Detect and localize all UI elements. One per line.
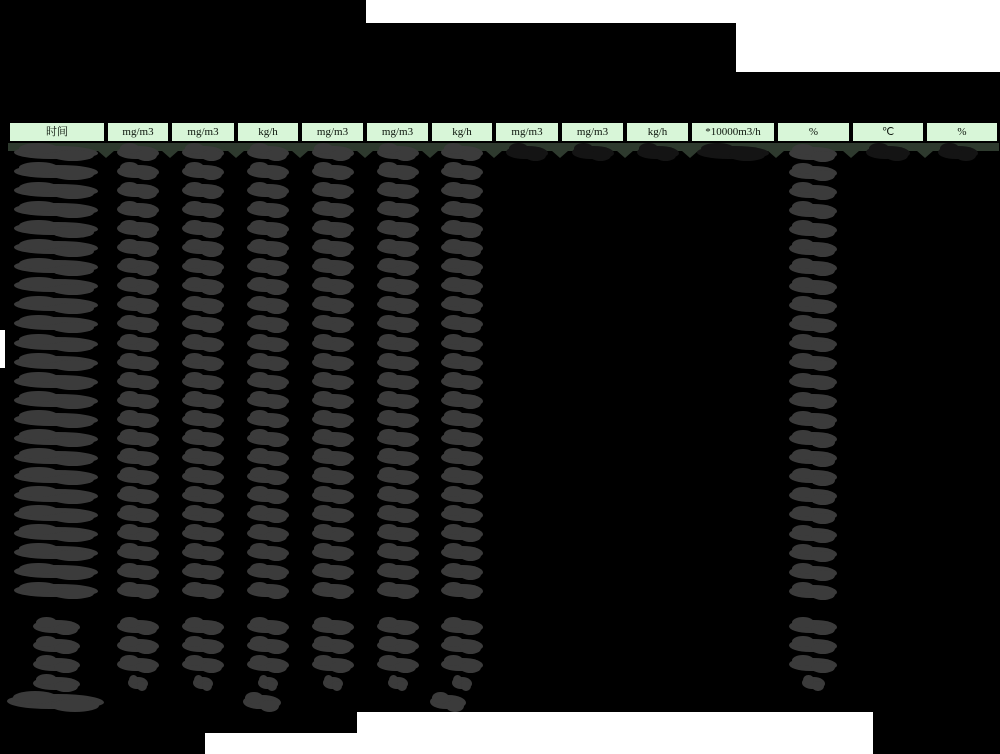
- redacted-cell-value: [789, 639, 837, 652]
- redacted-cell-value: [312, 451, 354, 464]
- redacted-cell-value: [312, 639, 354, 652]
- redacted-cell-value: [441, 356, 483, 369]
- redacted-cell-value: [312, 222, 354, 235]
- redacted-cell-value: [938, 146, 978, 159]
- redacted-cell-value: [441, 413, 483, 426]
- paper-top-right-block: [736, 0, 1000, 72]
- redacted-time-value: [14, 413, 98, 426]
- redacted-cell-value: [312, 584, 354, 597]
- redacted-time-value: [14, 432, 98, 445]
- redacted-cell-value: [312, 356, 354, 369]
- redacted-cell-value: [789, 299, 837, 312]
- header-cell-9: kg/h: [627, 123, 688, 141]
- redacted-cell-value: [312, 317, 354, 330]
- redacted-cell-value: [789, 356, 837, 369]
- redacted-summary-label: [33, 639, 80, 652]
- redacted-cell-value: [789, 470, 837, 483]
- redacted-time-value: [14, 356, 98, 369]
- redacted-cell-value: [312, 508, 354, 521]
- redacted-time-value: [14, 165, 98, 178]
- redacted-cell-value: [441, 658, 483, 671]
- redacted-cell-value: [789, 147, 837, 160]
- redacted-cell-value: [117, 546, 159, 559]
- redacted-cell-value: [117, 489, 159, 502]
- redacted-cell-value: [452, 677, 472, 689]
- redacted-cell-value: [377, 394, 419, 407]
- header-cell-3: kg/h: [238, 123, 298, 141]
- redacted-cell-value: [789, 261, 837, 274]
- redacted-cell-value: [182, 527, 224, 540]
- redacted-cell-value: [441, 584, 483, 597]
- redacted-summary-label: [33, 620, 80, 633]
- redacted-cell-value: [117, 508, 159, 521]
- redacted-cell-value: [182, 470, 224, 483]
- redacted-time-value: [14, 146, 98, 159]
- redacted-cell-value: [441, 337, 483, 350]
- redacted-cell-value: [117, 241, 159, 254]
- paper-left-sliver: [0, 330, 5, 368]
- redacted-cell-value: [441, 508, 483, 521]
- redacted-cell-value: [247, 375, 289, 388]
- redacted-cell-value: [312, 146, 354, 159]
- redacted-cell-value: [441, 432, 483, 445]
- redacted-cell-value: [117, 146, 159, 159]
- redacted-cell-value: [247, 451, 289, 464]
- redacted-cell-value: [182, 375, 224, 388]
- redacted-cell-value: [128, 677, 148, 689]
- redacted-cell-value: [441, 146, 483, 159]
- redacted-time-value: [14, 546, 98, 559]
- header-cell-7: mg/m3: [496, 123, 558, 141]
- redacted-cell-value: [430, 695, 466, 709]
- header-cell-8: mg/m3: [562, 123, 623, 141]
- redacted-cell-value: [377, 508, 419, 521]
- redacted-cell-value: [247, 565, 289, 578]
- redacted-cell-value: [117, 375, 159, 388]
- redacted-summary-label: [33, 677, 80, 690]
- redacted-cell-value: [182, 584, 224, 597]
- redacted-cell-value: [247, 527, 289, 540]
- redacted-cell-value: [182, 241, 224, 254]
- redacted-cell-value: [441, 279, 483, 292]
- redacted-cell-value: [117, 356, 159, 369]
- redacted-cell-value: [117, 658, 159, 671]
- redacted-cell-value: [247, 165, 289, 178]
- redacted-cell-value: [247, 584, 289, 597]
- redacted-cell-value: [377, 241, 419, 254]
- redacted-cell-value: [182, 639, 224, 652]
- redacted-cell-value: [117, 203, 159, 216]
- redacted-cell-value: [117, 260, 159, 273]
- redacted-cell-value: [258, 677, 278, 689]
- redacted-cell-value: [377, 658, 419, 671]
- redacted-cell-value: [441, 451, 483, 464]
- header-cell-0: 时间: [10, 123, 104, 141]
- redacted-cell-value: [247, 639, 289, 652]
- redacted-footer-label: [7, 694, 104, 709]
- redacted-cell-value: [441, 222, 483, 235]
- redacted-cell-value: [312, 337, 354, 350]
- redacted-cell-value: [441, 317, 483, 330]
- redacted-cell-value: [697, 146, 769, 159]
- redacted-cell-value: [117, 184, 159, 197]
- redacted-cell-value: [182, 184, 224, 197]
- redacted-cell-value: [117, 279, 159, 292]
- redacted-cell-value: [182, 658, 224, 671]
- redacted-cell-value: [182, 413, 224, 426]
- redacted-cell-value: [182, 356, 224, 369]
- redacted-cell-value: [377, 375, 419, 388]
- redacted-time-value: [14, 203, 98, 216]
- redacted-cell-value: [117, 527, 159, 540]
- redacted-cell-value: [637, 146, 679, 159]
- redacted-cell-value: [441, 203, 483, 216]
- redacted-cell-value: [441, 375, 483, 388]
- redacted-cell-value: [182, 546, 224, 559]
- header-cell-4: mg/m3: [302, 123, 363, 141]
- redacted-cell-value: [377, 184, 419, 197]
- redacted-time-value: [14, 470, 98, 483]
- redacted-cell-value: [117, 584, 159, 597]
- redacted-cell-value: [377, 356, 419, 369]
- redacted-cell-value: [182, 565, 224, 578]
- redacted-cell-value: [506, 146, 548, 159]
- redacted-time-value: [14, 337, 98, 350]
- redacted-cell-value: [117, 394, 159, 407]
- redacted-cell-value: [247, 394, 289, 407]
- redacted-cell-value: [247, 413, 289, 426]
- redacted-cell-value: [247, 279, 289, 292]
- redacted-cell-value: [377, 546, 419, 559]
- redacted-time-value: [14, 260, 98, 273]
- redacted-cell-value: [377, 432, 419, 445]
- redacted-cell-value: [182, 394, 224, 407]
- redacted-cell-value: [789, 547, 837, 560]
- redacted-cell-value: [441, 527, 483, 540]
- redacted-cell-value: [117, 639, 159, 652]
- redacted-cell-value: [117, 620, 159, 633]
- header-cell-10: *10000m3/h: [692, 123, 774, 141]
- redacted-cell-value: [789, 394, 837, 407]
- redacted-cell-value: [789, 204, 837, 217]
- redacted-cell-value: [377, 527, 419, 540]
- redacted-cell-value: [247, 203, 289, 216]
- redacted-time-value: [14, 451, 98, 464]
- redacted-cell-value: [789, 375, 837, 388]
- redacted-cell-value: [247, 298, 289, 311]
- redacted-cell-value: [247, 146, 289, 159]
- redacted-time-value: [14, 527, 98, 540]
- redacted-cell-value: [789, 413, 837, 426]
- redacted-cell-value: [312, 184, 354, 197]
- redacted-time-value: [14, 489, 98, 502]
- redacted-cell-value: [312, 260, 354, 273]
- header-cell-1: mg/m3: [108, 123, 168, 141]
- redacted-cell-value: [117, 470, 159, 483]
- header-cell-5: mg/m3: [367, 123, 428, 141]
- redacted-cell-value: [117, 165, 159, 178]
- paper-bottom-block: [357, 712, 873, 754]
- redacted-cell-value: [789, 223, 837, 236]
- redacted-cell-value: [247, 432, 289, 445]
- redacted-cell-value: [182, 432, 224, 445]
- redacted-time-value: [14, 222, 98, 235]
- redacted-cell-value: [441, 639, 483, 652]
- redacted-cell-value: [441, 394, 483, 407]
- redacted-cell-value: [247, 337, 289, 350]
- redacted-cell-value: [182, 222, 224, 235]
- redacted-cell-value: [789, 620, 837, 633]
- redacted-time-value: [14, 394, 98, 407]
- redacted-cell-value: [377, 620, 419, 633]
- redacted-cell-value: [247, 260, 289, 273]
- redacted-cell-value: [789, 489, 837, 502]
- redacted-cell-value: [789, 280, 837, 293]
- redacted-cell-value: [377, 584, 419, 597]
- redacted-cell-value: [789, 242, 837, 255]
- redacted-cell-value: [377, 222, 419, 235]
- redacted-cell-value: [441, 565, 483, 578]
- redacted-cell-value: [312, 298, 354, 311]
- redacted-cell-value: [117, 298, 159, 311]
- redacted-cell-value: [312, 165, 354, 178]
- redacted-cell-value: [117, 317, 159, 330]
- redacted-cell-value: [117, 222, 159, 235]
- redacted-cell-value: [441, 620, 483, 633]
- redacted-cell-value: [789, 432, 837, 445]
- redacted-cell-value: [312, 413, 354, 426]
- redacted-cell-value: [117, 565, 159, 578]
- redacted-time-value: [14, 565, 98, 578]
- redacted-cell-value: [441, 165, 483, 178]
- redacted-cell-value: [377, 451, 419, 464]
- redacted-cell-value: [117, 451, 159, 464]
- redacted-cell-value: [247, 620, 289, 633]
- redacted-cell-value: [441, 184, 483, 197]
- redacted-cell-value: [377, 489, 419, 502]
- redacted-time-value: [14, 375, 98, 388]
- redacted-cell-value: [247, 470, 289, 483]
- header-cell-13: %: [927, 123, 997, 141]
- redacted-cell-value: [441, 546, 483, 559]
- redacted-cell-value: [377, 317, 419, 330]
- redacted-cell-value: [388, 677, 408, 689]
- redacted-cell-value: [377, 146, 419, 159]
- redacted-cell-value: [117, 337, 159, 350]
- redacted-cell-value: [866, 146, 910, 159]
- redacted-cell-value: [377, 279, 419, 292]
- redacted-cell-value: [247, 658, 289, 671]
- header-cell-12: ℃: [853, 123, 923, 141]
- redacted-cell-value: [247, 184, 289, 197]
- redacted-cell-value: [182, 165, 224, 178]
- redacted-cell-value: [193, 677, 213, 689]
- redacted-cell-value: [182, 279, 224, 292]
- redacted-cell-value: [789, 166, 837, 179]
- redacted-cell-value: [312, 658, 354, 671]
- redacted-cell-value: [789, 318, 837, 331]
- redacted-cell-value: [377, 470, 419, 483]
- redacted-cell-value: [441, 241, 483, 254]
- header-cell-6: kg/h: [432, 123, 492, 141]
- redacted-cell-value: [377, 565, 419, 578]
- redacted-cell-value: [312, 432, 354, 445]
- redacted-cell-value: [182, 260, 224, 273]
- redacted-cell-value: [441, 470, 483, 483]
- redacted-cell-value: [441, 260, 483, 273]
- redacted-cell-value: [789, 508, 837, 521]
- redacted-cell-value: [247, 222, 289, 235]
- redacted-cell-value: [247, 356, 289, 369]
- redacted-summary-label: [33, 658, 80, 671]
- redacted-cell-value: [312, 394, 354, 407]
- redacted-cell-value: [312, 203, 354, 216]
- redacted-cell-value: [789, 585, 837, 598]
- redacted-cell-value: [377, 413, 419, 426]
- redacted-cell-value: [377, 337, 419, 350]
- redacted-time-value: [14, 317, 98, 330]
- redacted-cell-value: [117, 432, 159, 445]
- redacted-cell-value: [247, 489, 289, 502]
- redacted-cell-value: [789, 658, 837, 671]
- redacted-time-value: [14, 298, 98, 311]
- redacted-cell-value: [377, 165, 419, 178]
- redacted-cell-value: [323, 677, 343, 689]
- redacted-cell-value: [182, 203, 224, 216]
- redacted-cell-value: [243, 695, 281, 709]
- redacted-cell-value: [312, 470, 354, 483]
- redacted-cell-value: [789, 185, 837, 198]
- paper-bottom-left-step: [205, 733, 357, 754]
- redacted-cell-value: [312, 546, 354, 559]
- redacted-cell-value: [572, 146, 614, 159]
- header-cell-2: mg/m3: [172, 123, 234, 141]
- redacted-cell-value: [377, 260, 419, 273]
- redacted-cell-value: [182, 489, 224, 502]
- redacted-cell-value: [182, 508, 224, 521]
- redacted-cell-value: [802, 677, 825, 689]
- redacted-cell-value: [789, 337, 837, 350]
- redacted-cell-value: [182, 298, 224, 311]
- redacted-cell-value: [377, 639, 419, 652]
- redacted-time-value: [14, 584, 98, 597]
- redacted-cell-value: [312, 527, 354, 540]
- redacted-cell-value: [182, 317, 224, 330]
- redacted-cell-value: [182, 620, 224, 633]
- redacted-cell-value: [312, 375, 354, 388]
- redacted-cell-value: [312, 565, 354, 578]
- redacted-cell-value: [441, 298, 483, 311]
- redacted-cell-value: [117, 413, 159, 426]
- redacted-time-value: [14, 279, 98, 292]
- redacted-time-value: [14, 184, 98, 197]
- redacted-cell-value: [247, 317, 289, 330]
- redacted-cell-value: [441, 489, 483, 502]
- redacted-cell-value: [789, 451, 837, 464]
- redacted-cell-value: [182, 337, 224, 350]
- redacted-cell-value: [789, 528, 837, 541]
- redacted-cell-value: [312, 620, 354, 633]
- redacted-cell-value: [182, 146, 224, 159]
- header-cell-11: %: [778, 123, 849, 141]
- redacted-cell-value: [377, 298, 419, 311]
- redacted-cell-value: [247, 508, 289, 521]
- redacted-time-value: [14, 241, 98, 254]
- redacted-cell-value: [312, 279, 354, 292]
- redacted-cell-value: [247, 546, 289, 559]
- redacted-cell-value: [312, 241, 354, 254]
- redacted-cell-value: [247, 241, 289, 254]
- redacted-time-value: [14, 508, 98, 521]
- redacted-cell-value: [182, 451, 224, 464]
- redacted-cell-value: [789, 566, 837, 579]
- redacted-cell-value: [312, 489, 354, 502]
- redacted-cell-value: [377, 203, 419, 216]
